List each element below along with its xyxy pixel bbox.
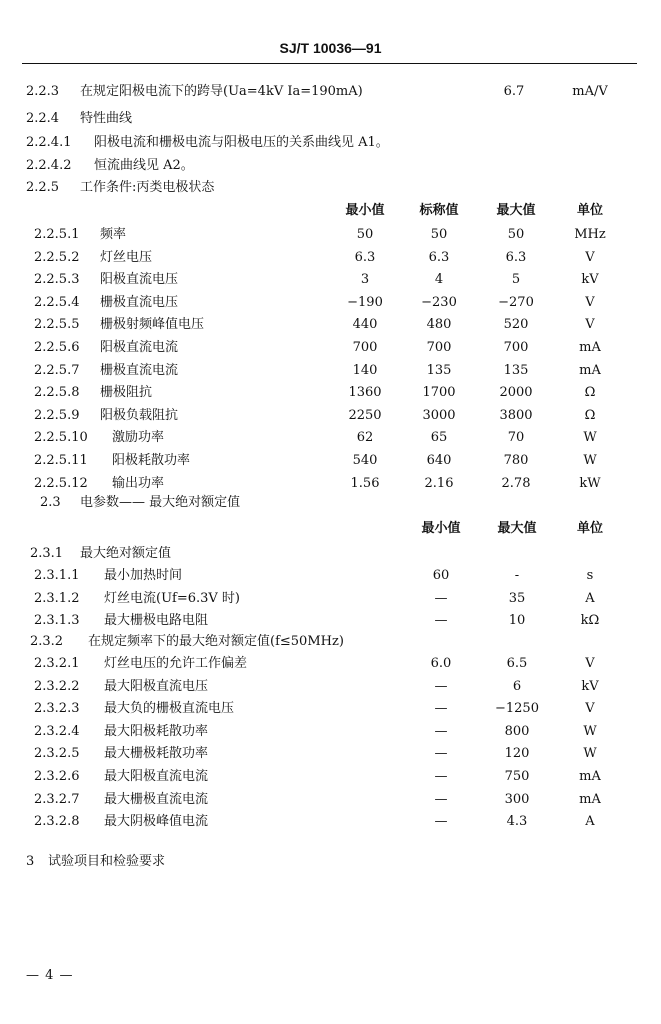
row-min: — [434,769,448,784]
row-unit: kV [581,272,599,288]
row-max: 6.5 [506,656,528,671]
row-min: 140 [352,362,378,378]
row-number: 2.3.2.8 [34,814,80,830]
row-min: 3 [360,272,370,288]
row-max: 3800 [499,407,533,423]
row-name: 最大阳极耗散功率 [104,723,209,739]
row-nominal: 4 [434,272,444,288]
row-min: 1.56 [350,475,380,491]
table-row [0,406,661,426]
table1-header [0,201,661,221]
row-number: 2.2.5.3 [34,272,80,288]
row-number: 2.3.2.6 [34,769,80,784]
row-name: 激励功率 [112,430,165,446]
row-number: 2.3.2.4 [34,723,80,739]
row-max: 120 [504,746,530,762]
item-2-2-4-2 [0,156,661,176]
row-unit: kΩ [580,613,600,628]
table-row [0,451,661,471]
row-max: 750 [504,769,530,784]
row-min: — [434,613,448,628]
row-max: 135 [503,362,529,378]
row-name: 栅极直流电流 [100,362,179,378]
table-row [0,611,661,631]
table-row [0,428,661,448]
row-min: 1360 [348,385,382,401]
row-min: 6.3 [354,249,376,265]
item-number: 2.2.4 [26,111,60,126]
table-row [0,790,661,810]
row-min: 700 [352,340,378,355]
item-number: 2.2.4.1 [26,135,72,150]
item-number: 2.3.2 [30,634,64,649]
row-unit: W [583,746,597,762]
row-name: 频率 [100,227,127,242]
row-number: 2.2.5.8 [34,385,80,401]
row-max: 700 [503,340,529,355]
column-header-unit: 单位 [576,521,603,536]
item-text: 阳极电流和栅极电流与阳极电压的关系曲线见 A1。 [94,135,389,150]
row-max: 2000 [499,385,533,401]
row-unit: mA [579,791,601,807]
row-unit: mA [579,769,601,784]
table-row [0,699,661,719]
item-2-2-4 [0,109,661,129]
table-row [0,270,661,290]
row-name: 输出功率 [112,475,165,491]
row-min: 6.0 [430,656,452,671]
row-unit: V [585,317,595,333]
item-number: 2.3.1 [30,546,64,561]
row-number: 2.2.5.5 [34,317,80,333]
row-max: 70 [507,430,525,446]
row-min: −190 [347,294,383,310]
row-name: 栅极阻抗 [100,385,153,401]
row-number: 2.3.2.5 [34,746,80,762]
item-number: 2.2.5 [26,180,60,195]
item-text: 特性曲线 [80,111,133,126]
row-min: — [434,701,448,717]
row-name: 最大栅极耗散功率 [104,746,209,762]
row-max: 780 [503,453,529,468]
section-number: 3 [26,854,35,869]
row-number: 2.2.5.7 [34,362,80,378]
row-name: 最大阳极直流电流 [104,769,209,784]
item-value: 6.7 [503,84,525,99]
table-row [0,361,661,381]
row-unit: V [585,656,595,671]
row-number: 2.2.5.9 [34,407,80,423]
table-row [0,315,661,335]
row-min: — [434,590,448,606]
row-name: 灯丝电压 [100,249,153,265]
item-number: 2.2.4.2 [26,158,72,173]
row-number: 2.2.5.12 [34,475,88,491]
row-unit: V [585,701,595,717]
row-max: 2.78 [501,475,531,491]
row-name: 阳极直流电压 [100,272,179,288]
row-unit: A [585,590,595,606]
row-name: 灯丝电流(Uf=6.3V 时) [104,590,240,606]
row-unit: A [585,814,595,830]
row-number: 2.2.5.11 [34,453,88,468]
row-max: 5 [511,272,521,288]
row-number: 2.2.5.2 [34,249,80,265]
row-number: 2.2.5.1 [34,227,80,242]
row-name: 最大负的栅极直流电压 [104,701,235,717]
item-text: 在规定阳极电流下的跨导(Ua=4kV Ia=190mA) [80,84,363,99]
item-2-2-5 [0,178,661,198]
item-2-3-2 [0,632,661,652]
row-min: — [434,814,448,830]
row-min: — [434,678,448,694]
row-nominal: 1700 [422,385,456,401]
row-max: - [514,568,520,583]
row-number: 2.2.5.4 [34,294,80,310]
row-number: 2.2.5.6 [34,340,80,355]
column-header-min: 最小值 [421,521,461,536]
row-name: 最大栅极电路电阻 [104,613,209,628]
row-max: 800 [504,723,530,739]
table-row [0,589,661,609]
table-row [0,225,661,245]
table-row [0,248,661,268]
item-2-3 [0,493,661,513]
table-row [0,744,661,764]
item-text: 在规定频率下的最大绝对额定值(f≤50MHz) [88,634,344,649]
row-max: 50 [507,227,525,242]
column-header-unit: 单位 [576,203,603,218]
row-max: 520 [503,317,529,333]
item-number: 2.2.3 [26,84,60,99]
row-unit: V [585,249,595,265]
item-text: 工作条件:丙类电极状态 [80,180,215,195]
row-name: 阳极负载阻抗 [100,407,179,423]
table2-header [0,519,661,539]
row-unit: W [583,723,597,739]
item-unit: mA/V [572,84,608,99]
row-max: 35 [508,590,526,606]
row-min: 540 [352,453,378,468]
row-number: 2.3.2.3 [34,701,80,717]
column-header-nominal: 标称值 [419,203,459,218]
column-header-max: 最大值 [496,203,536,218]
item-2-2-3 [0,82,661,102]
table-row [0,654,661,674]
row-max: 10 [508,613,526,628]
row-max: 4.3 [506,814,528,830]
row-min: — [434,746,448,762]
row-nominal: 2.16 [424,475,454,491]
row-nominal: 6.3 [428,249,450,265]
row-name: 最小加热时间 [104,568,183,583]
row-nominal: 480 [426,317,452,333]
section-3 [0,852,661,872]
row-number: 2.3.1.3 [34,613,80,628]
row-max: 300 [504,791,530,807]
row-nominal: 3000 [422,407,456,423]
row-number: 2.3.2.1 [34,656,80,671]
row-min: 62 [356,430,374,446]
row-number: 2.3.2.2 [34,678,80,694]
row-nominal: 65 [430,430,448,446]
item-number: 2.3 [40,495,61,510]
row-unit: MHz [574,227,606,242]
row-nominal: 135 [426,362,452,378]
row-unit: s [586,568,594,583]
row-number: 2.3.2.7 [34,791,80,807]
column-header-max: 最大值 [497,521,537,536]
row-min: 2250 [348,407,382,423]
table-row [0,338,661,358]
row-max: −270 [498,294,534,310]
document-header: SJ/T 10036—91 [279,40,382,56]
table-row [0,383,661,403]
table-row [0,677,661,697]
row-unit: W [583,453,597,468]
table-row [0,566,661,586]
row-unit: W [583,430,597,446]
row-min: 440 [352,317,378,333]
row-min: 60 [432,568,450,583]
row-unit: Ω [584,407,596,423]
item-text: 电参数—— 最大绝对额定值 [80,495,241,510]
row-name: 栅极直流电压 [100,294,179,310]
table-row [0,767,661,787]
header-divider [22,63,637,64]
row-nominal: 640 [426,453,452,468]
row-max: 6 [512,678,522,694]
row-min: — [434,791,448,807]
section-title: 试验项目和检验要求 [48,854,166,869]
row-max: −1250 [495,701,539,717]
row-nominal: 700 [426,340,452,355]
row-name: 最大栅极直流电流 [104,791,209,807]
row-max: 6.3 [505,249,527,265]
row-number: 2.2.5.10 [34,430,88,446]
row-nominal: 50 [430,227,448,242]
row-name: 最大阴极峰值电流 [104,814,209,830]
row-unit: mA [579,340,601,355]
row-name: 最大阳极直流电压 [104,678,209,694]
row-unit: kW [579,475,601,491]
row-unit: kV [581,678,599,694]
row-name: 灯丝电压的允许工作偏差 [104,656,248,671]
row-number: 2.3.1.2 [34,590,80,606]
row-min: 50 [356,227,374,242]
row-name: 栅极射频峰值电压 [100,317,205,333]
table-row [0,293,661,313]
row-nominal: −230 [421,294,457,310]
row-unit: Ω [584,385,596,401]
column-header-min: 最小值 [345,203,385,218]
item-2-2-4-1 [0,133,661,153]
row-name: 阳极耗散功率 [112,453,191,468]
table-row [0,812,661,832]
table-row [0,474,661,494]
table-row [0,722,661,742]
page-number: — 4 — [26,968,74,983]
item-text: 恒流曲线见 A2。 [94,158,194,173]
row-name: 阳极直流电流 [100,340,179,355]
item-text: 最大绝对额定值 [80,546,172,561]
row-unit: mA [579,362,601,378]
item-2-3-1 [0,544,661,564]
row-number: 2.3.1.1 [34,568,80,583]
row-unit: V [585,294,595,310]
row-min: — [434,723,448,739]
